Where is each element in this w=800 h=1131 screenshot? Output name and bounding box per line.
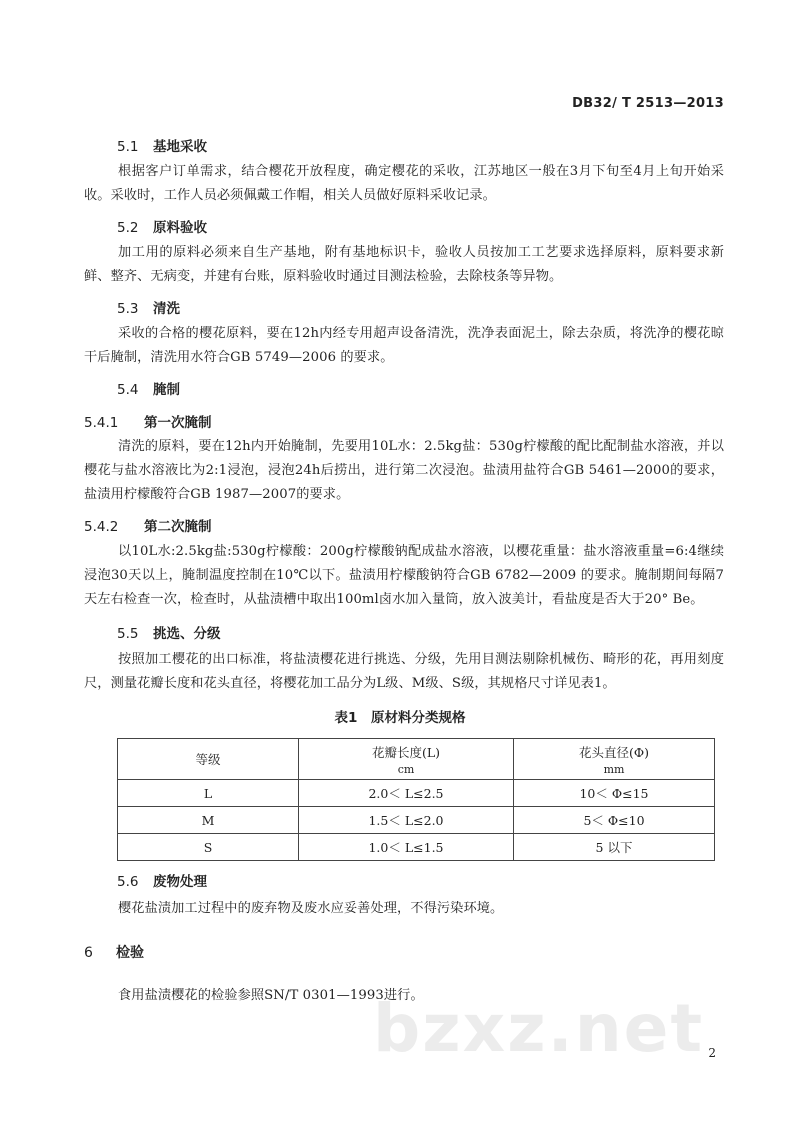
heading-6	[84, 942, 144, 962]
watermark: bzxz.net	[372, 990, 704, 1067]
paragraph-5-4-1: 清洗的原料，要在12h内开始腌制，先要用10L水：2.5kg盐：530g柠檬酸的配比配制盐水溶液，并以樱花与盐水溶液比为2:1浸泡，浸泡24h后捞出，进行第二次浸泡。盐渍用盐符合GB 5461—2000的要求，盐渍用柠檬酸符合GB 1987—2007的要求。	[84, 439, 724, 502]
table-row	[118, 780, 715, 807]
cell-grade: L	[118, 780, 299, 807]
paragraph-5-1: 根据客户订单需求，结合樱花开放程度，确定樱花的采收，江苏地区一般在3月下旬至4月上旬开始采收。采收时，工作人员必须佩戴工作帽，相关人员做好原料采收记录。	[84, 164, 724, 203]
heading-5-3	[117, 297, 180, 317]
heading-number: 5.3	[117, 301, 139, 317]
heading-title: 清洗	[153, 301, 180, 317]
unit-mm: mm	[603, 762, 625, 776]
heading-title: 废物处理	[153, 874, 207, 890]
cell-grade: M	[118, 807, 299, 834]
heading-5-1	[117, 135, 207, 155]
unit-cm: cm	[397, 762, 415, 776]
cell-grade: S	[118, 834, 299, 861]
cell-petal-length: 1.5＜ L≤2.0	[299, 807, 514, 834]
table-row	[118, 807, 715, 834]
cell-flower-diameter: 10＜ Φ≤15	[514, 780, 715, 807]
page-number: 2	[708, 1046, 716, 1060]
heading-number: 5.1	[117, 139, 139, 155]
cell-petal-length: 2.0＜ L≤2.5	[299, 780, 514, 807]
heading-title: 原料验收	[153, 220, 207, 236]
heading-5-4-1	[84, 411, 212, 431]
heading-title: 挑选、分级	[153, 626, 221, 642]
heading-title: 基地采收	[153, 139, 207, 155]
heading-number: 6	[84, 945, 93, 961]
heading-number: 5.4.1	[84, 415, 119, 431]
heading-5-4	[117, 378, 180, 398]
heading-title: 腌制	[153, 382, 180, 398]
table-title: 表1 原材料分类规格	[334, 710, 466, 726]
paragraph-6: 食用盐渍樱花的检验参照SN/T 0301—1993进行。	[118, 988, 424, 1003]
paragraph-5-4-2: 以10L水:2.5kg盐:530g柠檬酸：200g柠檬酸钠配成盐水溶液，以樱花重量：盐水溶液重量=6:4继续浸泡30天以上，腌制温度控制在10℃以下。盐渍用柠檬酸钠符合GB 6782—2009 的要求。腌制期间每隔7天左右检查一次，检查时，从盐渍槽中取出100ml卤水加入量筒，放入波美计，看盐度是否大于20° Be。	[84, 544, 724, 607]
heading-5-6	[117, 870, 207, 890]
paragraph-5-2: 加工用的原料必须来自生产基地，附有基地标识卡，验收人员按加工工艺要求选择原料，原料要求新鲜、整齐、无病变，并建有台账，原料验收时通过目测法检验，去除枝条等异物。	[84, 245, 724, 284]
table-row	[118, 834, 715, 861]
paragraph-5-5: 按照加工樱花的出口标准，将盐渍樱花进行挑选、分级，先用目测法剔除机械伤、畸形的花，再用刻度尺，测量花瓣长度和花头直径，将樱花加工品分为L级、M级、S级，其规格尺寸详见表1。	[84, 652, 724, 691]
heading-title: 检验	[116, 945, 144, 961]
heading-number: 5.4.2	[84, 519, 119, 535]
heading-title: 第一次腌制	[144, 415, 212, 431]
paragraph-5-3: 采收的合格的樱花原料，要在12h内经专用超声设备清洗，洗净表面泥土，除去杂质，将洗净的樱花晾干后腌制，清洗用水符合GB 5749—2006 的要求。	[84, 326, 724, 365]
heading-title: 第二次腌制	[144, 519, 212, 535]
heading-5-4-2	[84, 515, 212, 535]
table-header-row	[118, 739, 715, 780]
heading-5-5	[117, 622, 221, 642]
cell-flower-diameter: 5＜ Φ≤10	[514, 807, 715, 834]
cell-petal-length: 1.0＜ L≤1.5	[299, 834, 514, 861]
heading-5-2	[117, 216, 207, 236]
header-grade: 等级	[118, 739, 299, 780]
heading-number: 5.2	[117, 220, 139, 236]
paragraph-5-6: 樱花盐渍加工过程中的废弃物及废水应妥善处理，不得污染环境。	[118, 901, 504, 916]
heading-number: 5.4	[117, 382, 139, 398]
header-petal-length: 花瓣长度(L) cm	[299, 739, 514, 780]
heading-number: 5.5	[117, 626, 139, 642]
document-code: DB32/ T 2513—2013	[572, 96, 724, 111]
cell-flower-diameter: 5 以下	[514, 834, 715, 861]
heading-number: 5.6	[117, 874, 139, 890]
header-flower-diameter: 花头直径(Φ) mm	[514, 739, 715, 780]
spec-table	[117, 738, 715, 861]
